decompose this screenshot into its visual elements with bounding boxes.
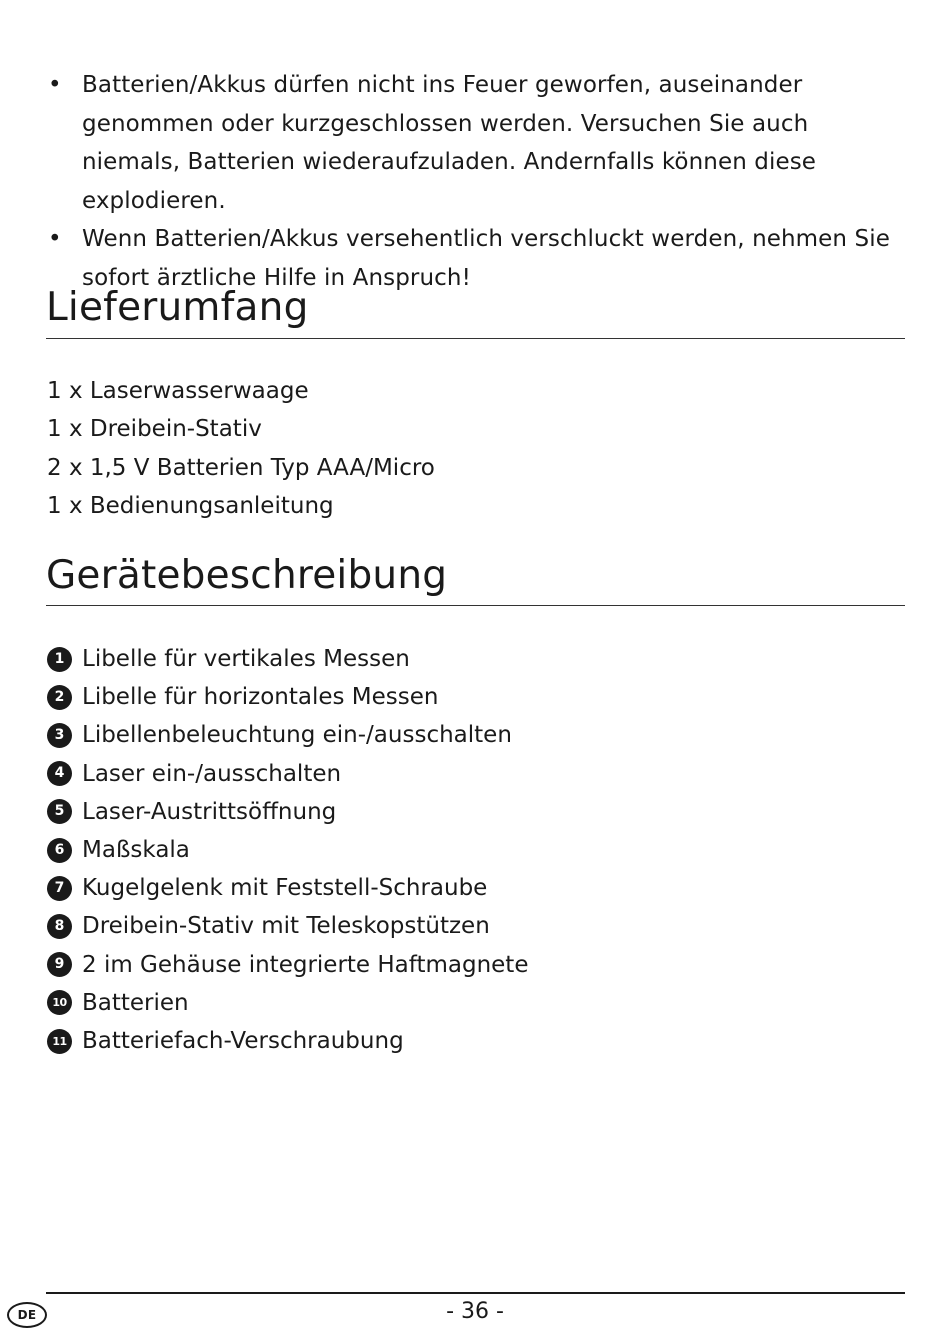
language-badge: DE <box>7 1302 47 1328</box>
scope-list <box>47 372 435 525</box>
part-label: Maßskala <box>82 837 190 864</box>
description-heading-rule <box>46 605 905 606</box>
part-item <box>47 793 528 831</box>
part-label: 2 im Gehäuse integrierte Haftmagnete <box>82 951 529 978</box>
part-item <box>47 831 528 869</box>
scope-item: 1 x Bedienungsanleitung <box>47 492 334 519</box>
part-label: Batterien <box>82 989 189 1016</box>
part-item <box>47 907 528 945</box>
footer-rule <box>46 1292 905 1294</box>
part-label: Laser ein-/ausschalten <box>82 760 342 787</box>
part-item <box>47 869 528 907</box>
scope-heading: Lieferumfang <box>46 285 309 330</box>
safety-bullet-text: Batterien/Akkus dürfen nicht ins Feuer geworfen, auseinander genommen oder kurzgeschlossen werden. Versuchen Sie auch niemals, Batterien wiederaufzuladen. Andernfalls können diese explodieren. <box>82 72 817 214</box>
bullet-dot-icon: • <box>48 72 62 98</box>
part-item <box>47 984 528 1022</box>
part-label: Dreibein-Stativ mit Teleskopstützen <box>82 913 490 940</box>
number-badge-icon: 3 <box>47 723 72 748</box>
scope-heading-rule <box>46 338 905 339</box>
part-item <box>47 946 528 984</box>
part-label: Libelle für horizontales Messen <box>82 684 439 711</box>
part-item <box>47 1022 528 1060</box>
part-item <box>47 678 528 716</box>
number-badge-icon: 7 <box>47 876 72 901</box>
parts-list <box>47 640 528 1060</box>
number-badge-icon: 5 <box>47 799 72 824</box>
number-badge-icon: 8 <box>47 914 72 939</box>
page-number: - 36 - <box>446 1299 504 1324</box>
number-badge-icon: 11 <box>47 1029 72 1054</box>
number-badge-icon: 6 <box>47 838 72 863</box>
number-badge-icon: 1 <box>47 647 72 672</box>
safety-bullet-text: Wenn Batterien/Akkus versehentlich verschluckt werden, nehmen Sie sofort ärztliche Hilfe in Anspruch! <box>82 226 890 291</box>
part-label: Libelle für vertikales Messen <box>82 646 410 672</box>
scope-item: 1 x Laserwasserwaage <box>47 378 309 404</box>
safety-bullet-list <box>48 66 908 297</box>
number-badge-icon: 2 <box>47 685 72 710</box>
part-item <box>47 640 528 678</box>
number-badge-icon: 10 <box>47 990 72 1015</box>
scope-item: 1 x Dreibein-Stativ <box>47 416 262 443</box>
part-item <box>47 755 528 793</box>
part-label: Laser-Austrittsöffnung <box>82 798 337 825</box>
safety-bullet <box>48 66 908 220</box>
number-badge-icon: 4 <box>47 761 72 786</box>
number-badge-icon: 9 <box>47 952 72 977</box>
part-item <box>47 716 528 754</box>
description-heading: Gerätebeschreibung <box>46 553 448 598</box>
part-label: Batteriefach-Verschraubung <box>82 1028 404 1055</box>
scope-item: 2 x 1,5 V Batterien Typ AAA/Micro <box>47 454 435 481</box>
part-label: Libellenbeleuchtung ein-/ausschalten <box>82 722 512 749</box>
bullet-dot-icon: • <box>48 226 62 252</box>
part-label: Kugelgelenk mit Feststell-Schraube <box>82 875 488 902</box>
